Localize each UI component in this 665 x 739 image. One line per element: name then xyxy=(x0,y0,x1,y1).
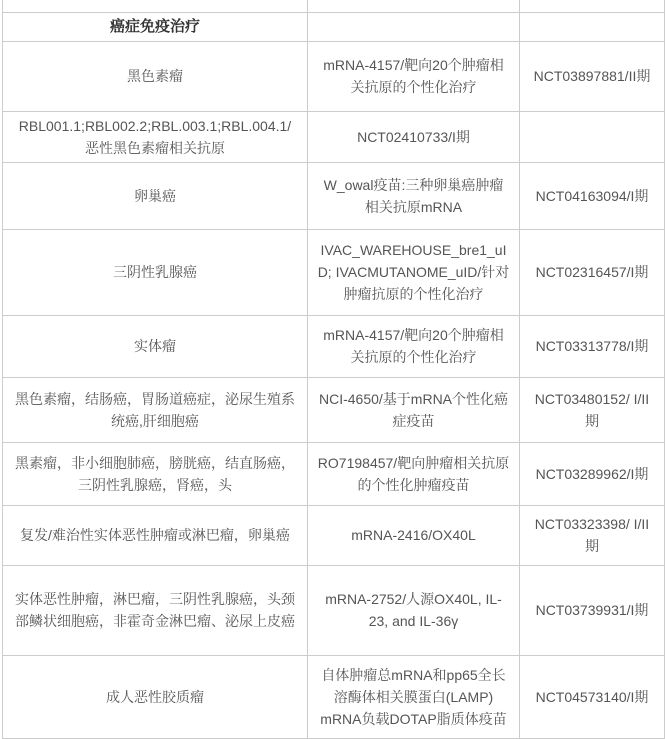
trial-cell: NCT04573140/I期 xyxy=(520,655,665,738)
table-row xyxy=(3,111,665,162)
trial-cell xyxy=(520,111,665,162)
table-row-partial xyxy=(3,0,665,12)
trial-cell: NCT03739931/I期 xyxy=(520,565,665,655)
table-row xyxy=(3,41,665,111)
table-row xyxy=(3,505,665,565)
trial-cell: NCT04163094/I期 xyxy=(520,162,665,229)
disease-cell: 三阴性乳腺癌 xyxy=(3,229,308,315)
therapy-cell xyxy=(308,12,520,41)
disease-cell: RBL001.1;RBL002.2;RBL.003.1;RBL.004.1/恶性黑色素瘤相关抗原 xyxy=(3,111,308,162)
therapy-cell: NCI-4650/基于mRNA个性化癌症疫苗 xyxy=(308,377,520,442)
table-row xyxy=(3,315,665,377)
trial-cell: NCT03313778/I期 xyxy=(520,315,665,377)
table-row xyxy=(3,377,665,442)
table-row xyxy=(3,565,665,655)
trial-cell: NCT03323398/ I/II期 xyxy=(520,505,665,565)
trial-cell: NCT03289962/I期 xyxy=(520,442,665,505)
therapy-cell: NCT02410733/I期 xyxy=(308,111,520,162)
trial-cell xyxy=(520,0,665,12)
table-row xyxy=(3,229,665,315)
therapy-cell: 自体肿瘤总mRNA和pp65全长溶酶体相关膜蛋白(LAMP) mRNA负载DOTAP脂质体疫苗 xyxy=(308,655,520,738)
therapy-cell: mRNA-2752/人源OX40L, IL-23, and IL-36γ xyxy=(308,565,520,655)
table-row-section-header xyxy=(3,12,665,41)
therapy-cell: mRNA-2416/OX40L xyxy=(308,505,520,565)
table-row xyxy=(3,442,665,505)
table-body xyxy=(3,0,665,738)
disease-cell: 卵巢癌 xyxy=(3,162,308,229)
disease-cell: 成人恶性胶质瘤 xyxy=(3,655,308,738)
disease-cell: 黑色素瘤 xyxy=(3,41,308,111)
therapy-cell: mRNA-4157/靶向20个肿瘤相关抗原的个性化治疗 xyxy=(308,41,520,111)
disease-cell: 黑色素瘤，结肠癌，胃肠道癌症，泌尿生殖系统癌,肝细胞癌 xyxy=(3,377,308,442)
disease-cell xyxy=(3,0,308,12)
therapy-cell: mRNA-4157/靶向20个肿瘤相关抗原的个性化治疗 xyxy=(308,315,520,377)
trial-cell: NCT02316457/I期 xyxy=(520,229,665,315)
therapy-cell xyxy=(308,0,520,12)
disease-cell: 实体瘤 xyxy=(3,315,308,377)
therapy-cell: RO7198457/靶向肿瘤相关抗原的个性化肿瘤疫苗 xyxy=(308,442,520,505)
therapy-cell: W_owal疫苗:三种卵巢癌肿瘤相关抗原mRNA xyxy=(308,162,520,229)
table-row xyxy=(3,162,665,229)
table-row xyxy=(3,655,665,738)
therapy-cell: IVAC_WAREHOUSE_bre1_uID; IVACMUTANOME_uID/针对肿瘤抗原的个性化治疗 xyxy=(308,229,520,315)
trial-cell: NCT03897881/II期 xyxy=(520,41,665,111)
mrna-cancer-immunotherapy-trials-table xyxy=(2,0,665,739)
trial-cell xyxy=(520,12,665,41)
section-header-cell: 癌症免疫治疗 xyxy=(3,12,308,41)
disease-cell: 黑素瘤，非小细胞肺癌，膀胱癌，结直肠癌，三阴性乳腺癌，肾癌，头 xyxy=(3,442,308,505)
trial-cell: NCT03480152/ I/II期 xyxy=(520,377,665,442)
disease-cell: 实体恶性肿瘤，淋巴瘤，三阴性乳腺癌，头颈部鳞状细胞癌，非霍奇金淋巴瘤、泌尿上皮癌 xyxy=(3,565,308,655)
disease-cell: 复发/难治性实体恶性肿瘤或淋巴瘤，卵巢癌 xyxy=(3,505,308,565)
